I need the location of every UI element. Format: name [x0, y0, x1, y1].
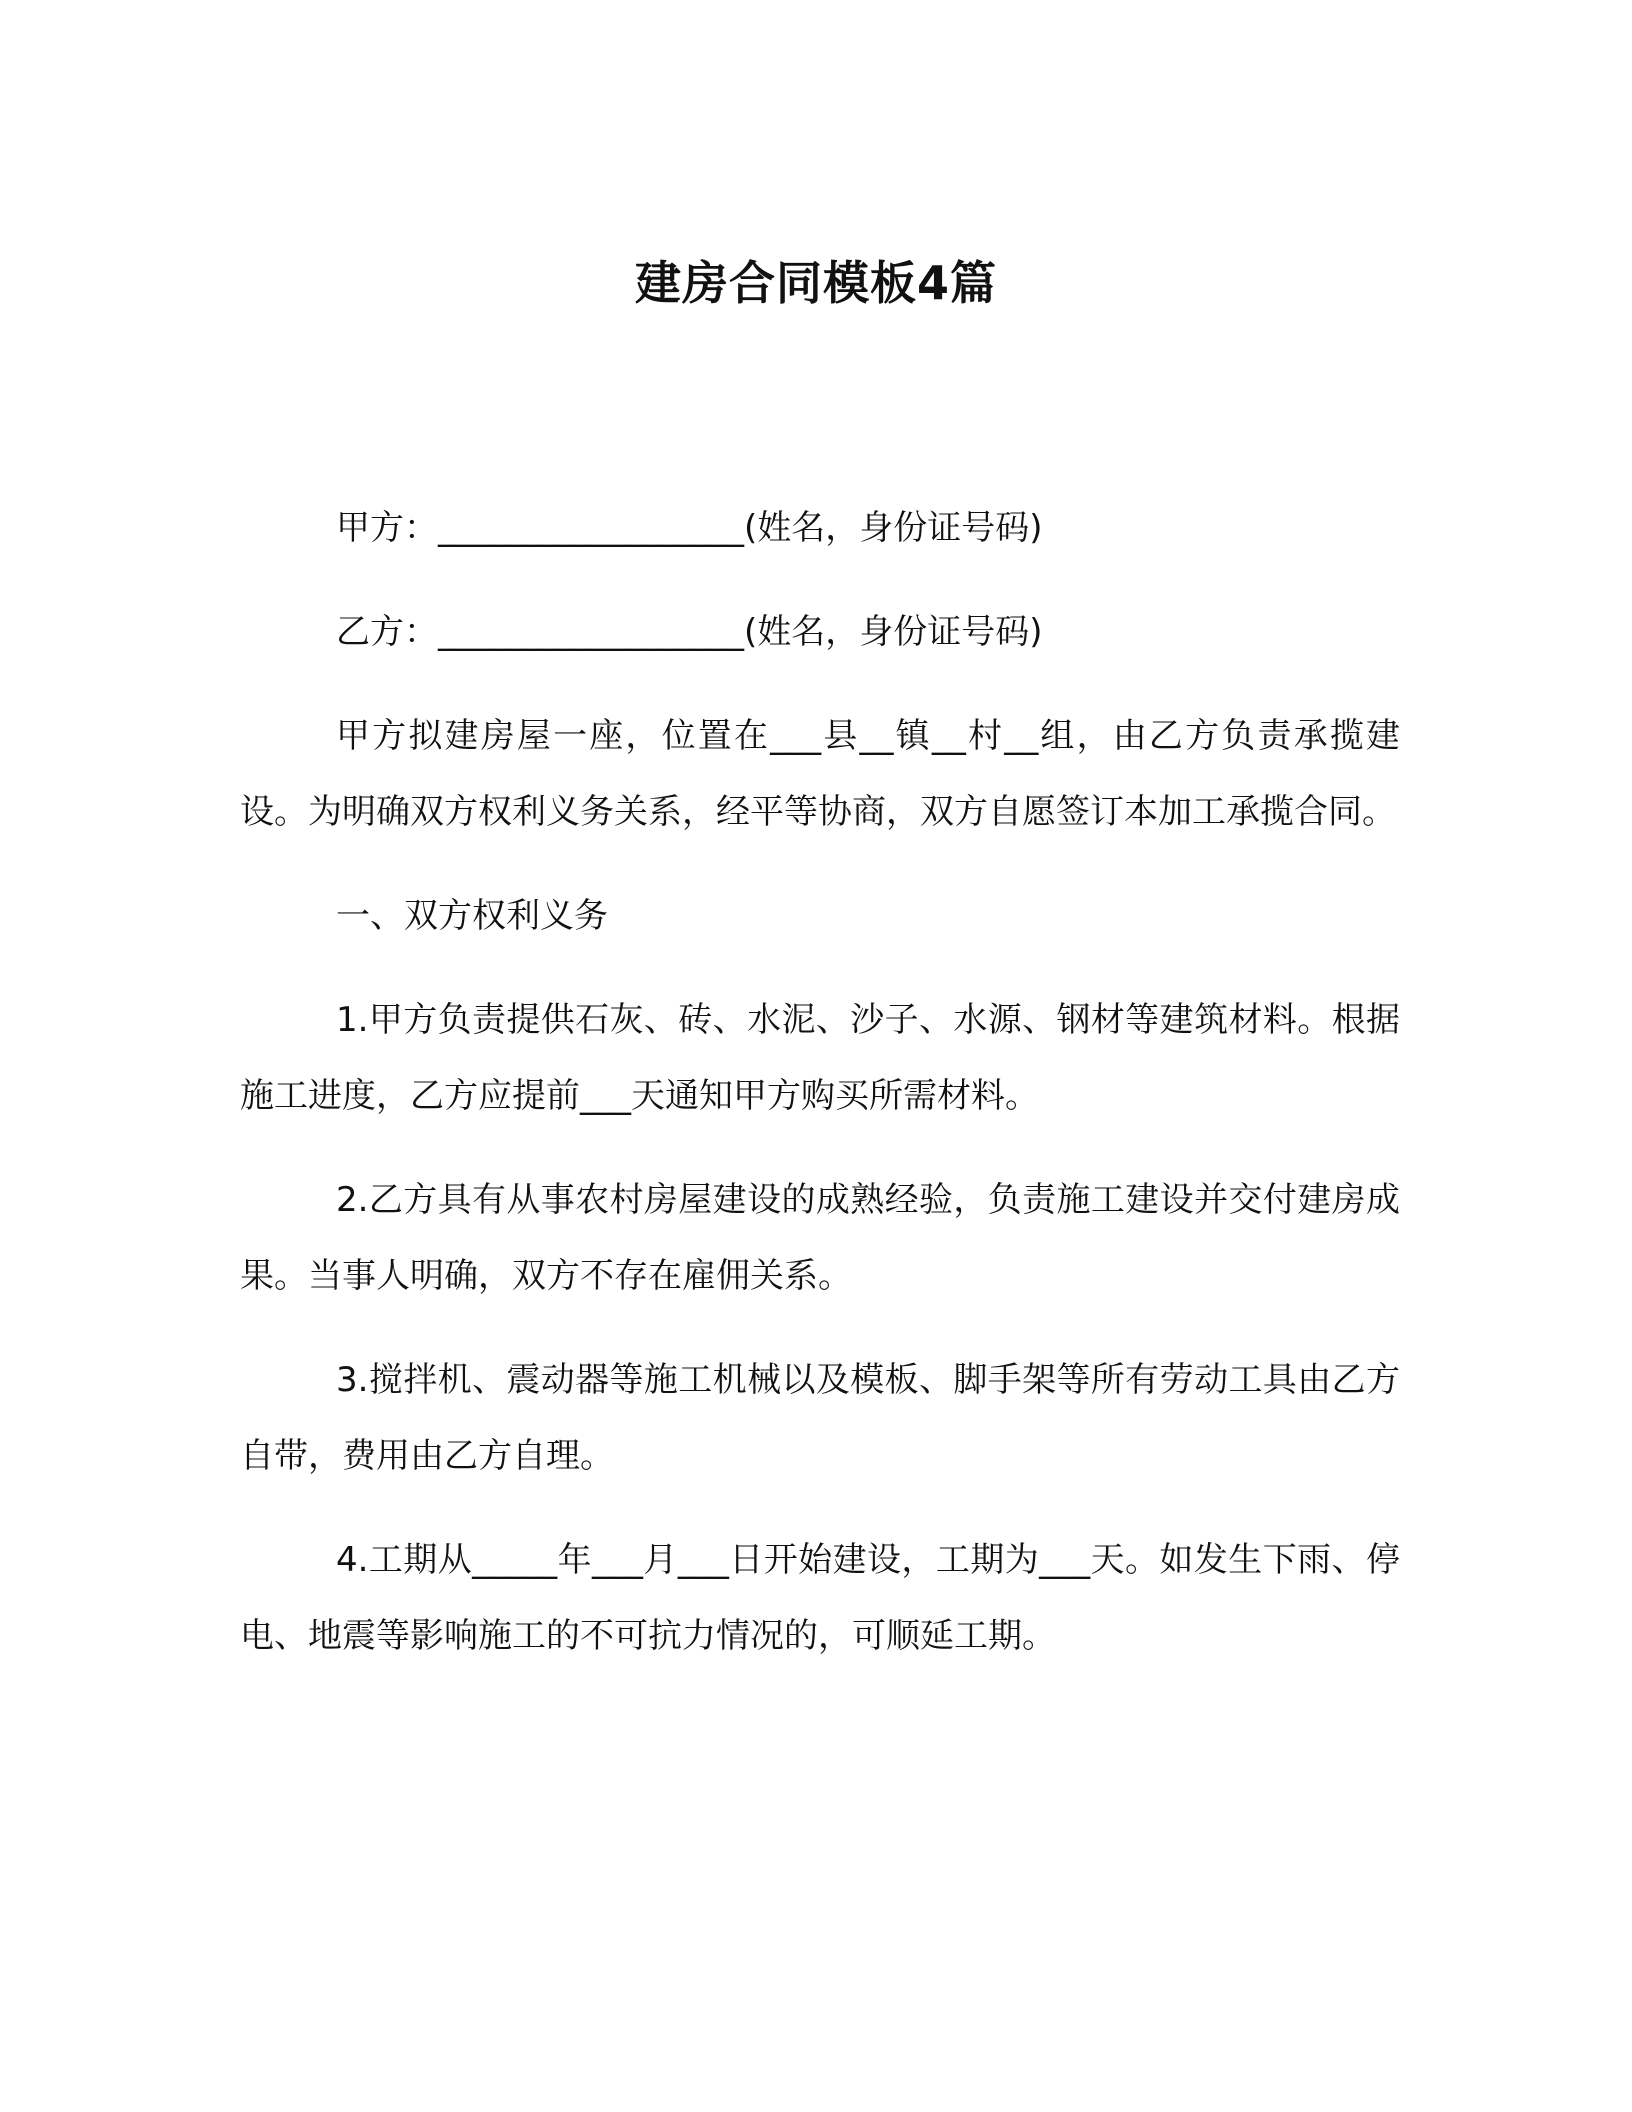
- clause-3: 3.搅拌机、震动器等施工机械以及模板、脚手架等所有劳动工具由乙方自带，费用由乙方自理。: [240, 1360, 1400, 1476]
- clause-2: 2.乙方具有从事农村房屋建设的成熟经验，负责施工建设并交付建房成果。当事人明确，双方不存在雇佣关系。: [240, 1180, 1400, 1296]
- clause-1: 1.甲方负责提供石灰、砖、水泥、沙子、水源、钢材等建筑材料。根据施工进度，乙方应提前___天通知甲方购买所需材料。: [240, 1000, 1400, 1116]
- party-a-line: 甲方：__________________(姓名，身份证号码): [336, 508, 1043, 548]
- document-body: [240, 490, 1400, 1674]
- intro-paragraph: 甲方拟建房屋一座，位置在___县__镇__村__组，由乙方负责承揽建设。为明确双方权利义务关系，经平等协商，双方自愿签订本加工承揽合同。: [240, 716, 1400, 832]
- clause-4: 4.工期从_____年___月___日开始建设，工期为___天。如发生下雨、停电、地震等影响施工的不可抗力情况的，可顺延工期。: [240, 1540, 1400, 1656]
- document-title: 建房合同模板4篇: [634, 255, 997, 310]
- section-heading-rights-obligations: 一、双方权利义务: [336, 896, 608, 936]
- party-b-line: 乙方：__________________(姓名，身份证号码): [336, 612, 1043, 652]
